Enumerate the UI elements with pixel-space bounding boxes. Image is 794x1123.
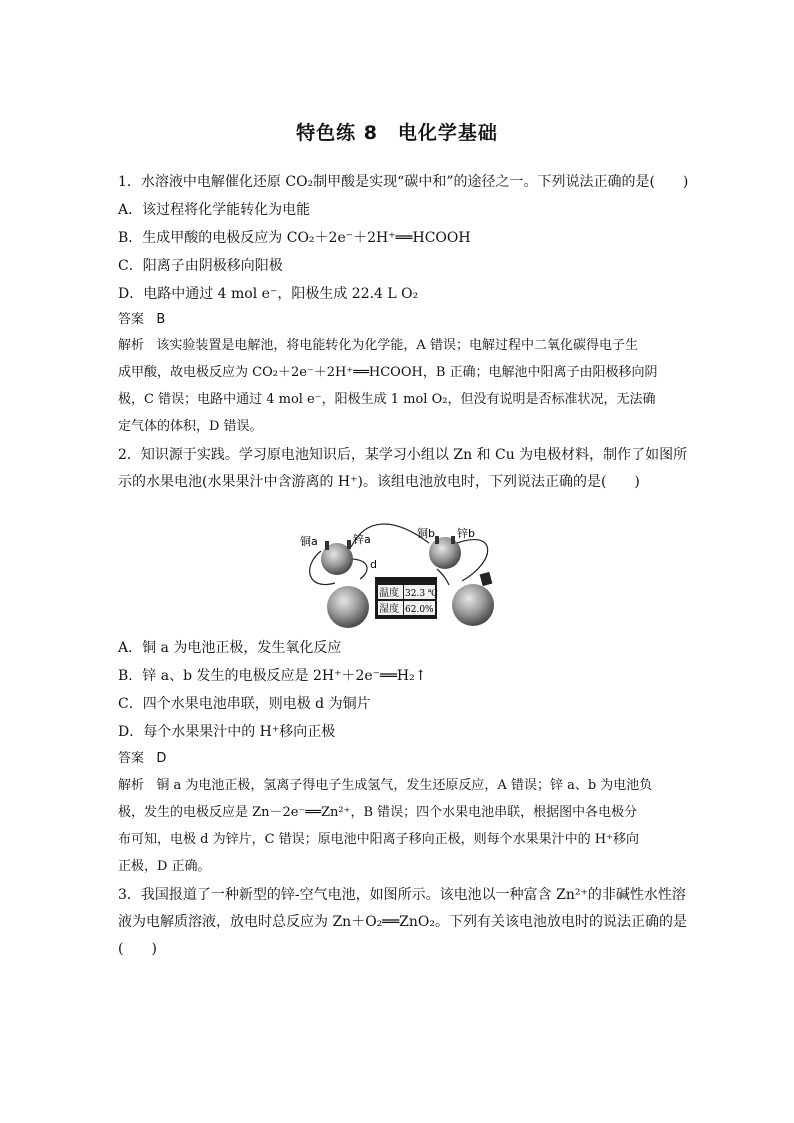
temp-value: 32.3 ℃ [405, 589, 438, 599]
q1-analysis-label: 解析 [118, 338, 145, 353]
q1-analysis-line-1 [118, 336, 638, 356]
q3-stem-line-1: 3．我国报道了一种新型的锌-空气电池，如图所示。该电池以一种富含 Zn²⁺的非碱性水性溶 [118, 887, 686, 903]
fruit-top-right [429, 537, 461, 569]
q2-analysis-line-1 [118, 776, 652, 796]
temp-label: 温度 [379, 588, 399, 599]
fruit-battery-figure [297, 521, 497, 628]
q2-stem-line-2: 示的水果电池(水果果汁中含游离的 H⁺)。该组电池放电时，下列说法正确的是( ) [118, 474, 640, 490]
q2-answer-label: 答案 [118, 751, 145, 766]
q1-answer-value: B [156, 312, 166, 327]
humid-value: 62.0% [405, 605, 434, 615]
fruit-battery-illustration [297, 521, 497, 628]
q1-analysis-text-1: 该实验装置是电解池，将电能转化为化学能，A 错误；电解过程中二氧化碳得电子生 [156, 338, 638, 353]
meter-probe [480, 572, 493, 586]
q1-option-c: C．阳离子由阴极移向阳极 [118, 258, 283, 274]
q2-stem-line-1: 2．知识源于实践。学习原电池知识后，某学习小组以 Zn 和 Cu 为电极材料，制作了如图所 [118, 447, 688, 463]
q2-analysis-line-4: 正极，D 正确。 [118, 859, 211, 874]
q1-analysis-line-2: 成甲酸，故电极反应为 CO₂＋2e⁻＋2H⁺══HCOOH，B 正确；电解池中阳离子由阳极移向阴 [118, 365, 658, 380]
wire-meter [437, 569, 449, 585]
q1-analysis-line-3: 极，C 错误；电路中通过 4 mol e⁻，阳极生成 1 mol O₂，但没有说明是否标准状况，无法确 [118, 392, 656, 407]
electrode-zn-b [451, 536, 455, 544]
fruit-bottom-left [327, 586, 369, 628]
q1-stem: 1．水溶液中电解催化还原 CO₂制甲酸是实现“碳中和”的途径之一。下列说法正确的是( ) [118, 174, 689, 190]
label-cu-a: 铜a [300, 535, 318, 548]
electrode-zn-a [347, 540, 351, 549]
q2-option-d: D．每个水果果汁中的 H⁺移向正极 [118, 724, 336, 740]
q1-option-b: B．生成甲酸的电极反应为 CO₂＋2e⁻＋2H⁺══HCOOH [118, 230, 471, 246]
fruit-bottom-right [452, 584, 494, 626]
q2-answer [118, 749, 166, 769]
label-d: d [370, 558, 377, 571]
electrode-cu-a [325, 541, 329, 550]
q1-option-a: A．该过程将化学能转化为电能 [118, 202, 311, 218]
q3-stem-line-3: ( ) [118, 941, 157, 957]
page-title: 特色练 8 电化学基础 [296, 122, 498, 144]
wire-d [353, 559, 367, 579]
q2-answer-value: D [156, 751, 167, 766]
q2-option-a: A．铜 a 为电池正极，发生氧化反应 [118, 640, 342, 656]
q1-answer [118, 310, 165, 330]
q3-stem-line-2: 液为电解质溶液，放电时总反应为 Zn＋O₂══ZnO₂。下列有关该电池放电时的说法正确的是 [118, 914, 687, 930]
q1-option-d: D．电路中通过 4 mol e⁻，阳极生成 22.4 L O₂ [118, 286, 419, 302]
q2-analysis-label: 解析 [118, 778, 145, 793]
q2-option-c: C．四个水果电池串联，则电极 d 为铜片 [118, 696, 371, 712]
label-cu-b: 铜b [417, 527, 435, 540]
q2-analysis-line-3: 布可知，电极 d 为锌片，C 错误；原电池中阳离子移向正极，则每个水果果汁中的 H⁺移向 [118, 832, 639, 847]
q2-analysis-line-2: 极，发生的电极反应是 Zn－2e⁻══Zn²⁺，B 错误；四个水果电池串联，根据图中各电极分 [118, 805, 638, 820]
humid-label: 湿度 [379, 604, 399, 615]
q2-option-b: B．锌 a、b 发生的电极反应是 2H⁺＋2e⁻══H₂↑ [118, 668, 427, 684]
label-zn-a: 锌a [353, 533, 371, 546]
label-zn-b: 锌b [457, 527, 475, 540]
q2-analysis-text-1: 铜 a 为电池正极，氢离子得电子生成氢气，发生还原反应，A 错误；锌 a、b 为电池负 [156, 778, 653, 793]
q1-answer-label: 答案 [118, 312, 145, 327]
q1-analysis-line-4: 定气体的体积，D 错误。 [118, 419, 263, 434]
electrode-cu-b [435, 536, 439, 544]
